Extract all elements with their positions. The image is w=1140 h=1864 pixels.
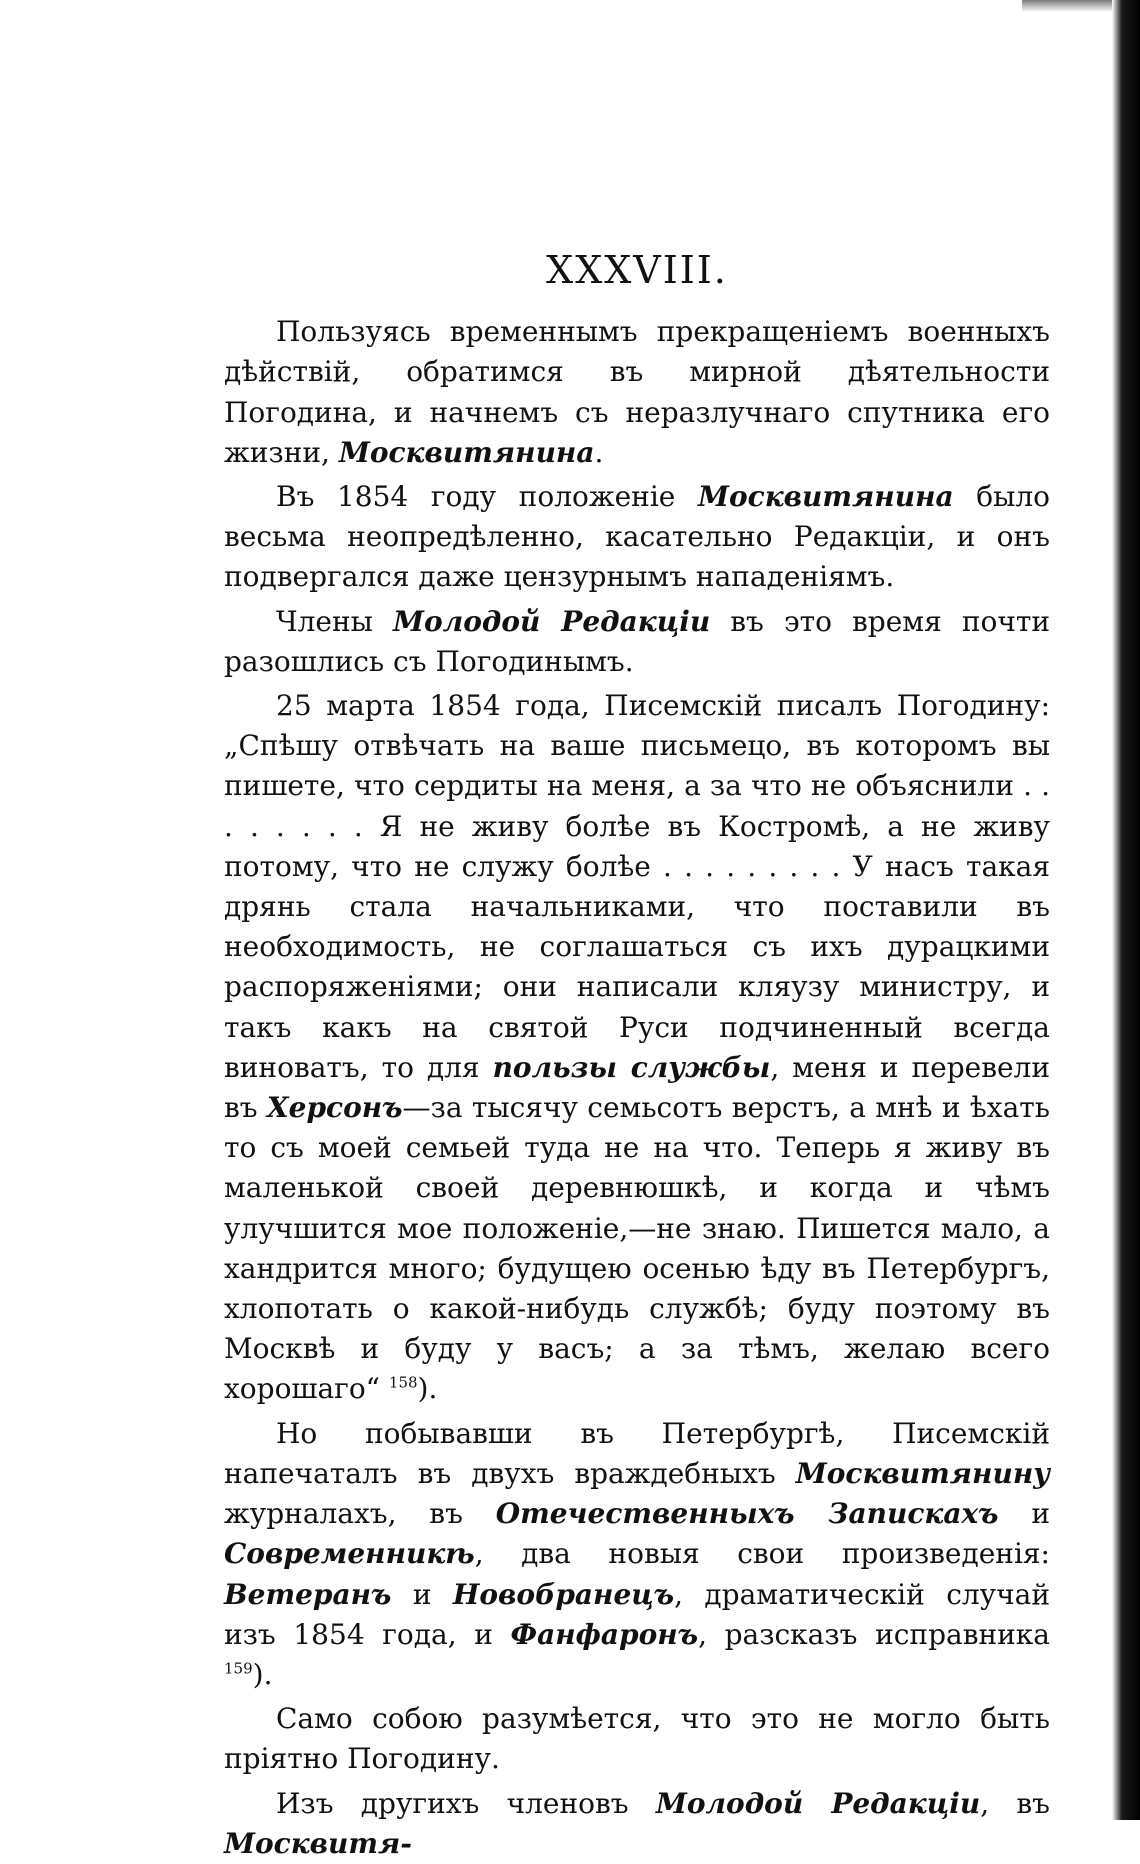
italic-title: Новобранецъ: [452, 1577, 675, 1611]
paragraph-4-letter-quote: 25 марта 1854 года, Писемскій писалъ Погодину: „Спѣшу отвѣчать на ваше письмецо, въ которомъ вы пишете, что сердиты на меня, а за что не объяснили . . . . . . . . Я не живу болѣе въ Костромѣ, а не живу потому, что не служу болѣе . . . . . . . . . У насъ такая дрянь стала начальниками, что поставили въ необходимость, не соглашаться съ ихъ дурацкими распоряженіями; они написали кляузу министру, и такъ какъ на святой Руси подчиненный всегда виноватъ, то для пользы службы, меня и перевели въ Херсонъ—за тысячу семьсотъ верстъ, а мнѣ и ѣхать то съ моей семьей туда не на что. Теперь я живу въ маленькой своей деревнюшкѣ, и когда и чѣмъ улучшится мое положеніе,—не знаю. Пишется мало, а хандрится много; будущею осенью ѣду въ Петербургъ, хлопотать о какой-нибудь службѣ; буду поэтому въ Москвѣ и буду у васъ; а за тѣмъ, желаю всего хорошаго“ $^{158}$).: [224, 689, 1050, 1406]
italic-title: Москвитя-: [224, 1826, 412, 1860]
scan-page-edge-shadow: [1022, 0, 1112, 12]
paragraph-3: Члены Молодой Редакціи въ это время почти разошлись съ Погодинымъ.: [224, 604, 1050, 678]
paragraph-6: Само собою разумѣется, что это не могло быть пріятно Погодину.: [224, 1702, 1050, 1776]
chapter-title: XXXVIII.: [546, 248, 728, 292]
paragraph-1: Пользуясь временнымъ прекращеніемъ военныхъ дѣйствій, обратимся въ мирной дѣятельности Погодина, и начнемъ съ неразлучнаго спутника его жизни, Москвитянина.: [224, 315, 1050, 469]
page-text: [224, 250, 1050, 1864]
italic-title: Москвитянину: [795, 1456, 1050, 1490]
italic-title: Москвитянина: [338, 435, 595, 469]
scan-page-edge: [1112, 0, 1140, 1820]
italic-title: Москвитянина: [697, 480, 954, 514]
footnote-ref: 158: [388, 1374, 418, 1393]
paragraph-2: Въ 1854 году положеніе Москвитянина было весьма неопредѣленно, касательно Редакціи, и онъ подвергался даже цензурнымъ нападеніямъ.: [224, 480, 1051, 594]
italic-phrase: пользы службы: [492, 1050, 771, 1084]
italic-title: Фанфаронъ: [510, 1617, 699, 1651]
paragraph-7: Изъ другихъ членовъ Молодой Редакціи, въ Москвитя-: [224, 1786, 1050, 1860]
italic-title: Отечественныхъ Запискахъ: [495, 1497, 999, 1531]
italic-title: Ветеранъ: [224, 1577, 392, 1611]
italic-place: Херсонъ: [266, 1091, 403, 1125]
italic-title: Молодой Редакціи: [393, 604, 711, 638]
italic-title: Молодой Редакціи: [655, 1786, 981, 1820]
footnote-ref: 159: [224, 1659, 253, 1678]
paragraph-5: Но побывавши въ Петербургѣ, Писемскій напечаталъ въ двухъ враждебныхъ Москвитянину журналахъ, въ Отечественныхъ Запискахъ и Современникѣ, два новыя свои произведенія: Ветеранъ и Новобранецъ, драматическій случай изъ 1854 года, и Фанфаронъ, разсказъ исправника $^{159}$).: [224, 1416, 1051, 1691]
italic-title: Современникѣ: [224, 1537, 475, 1571]
